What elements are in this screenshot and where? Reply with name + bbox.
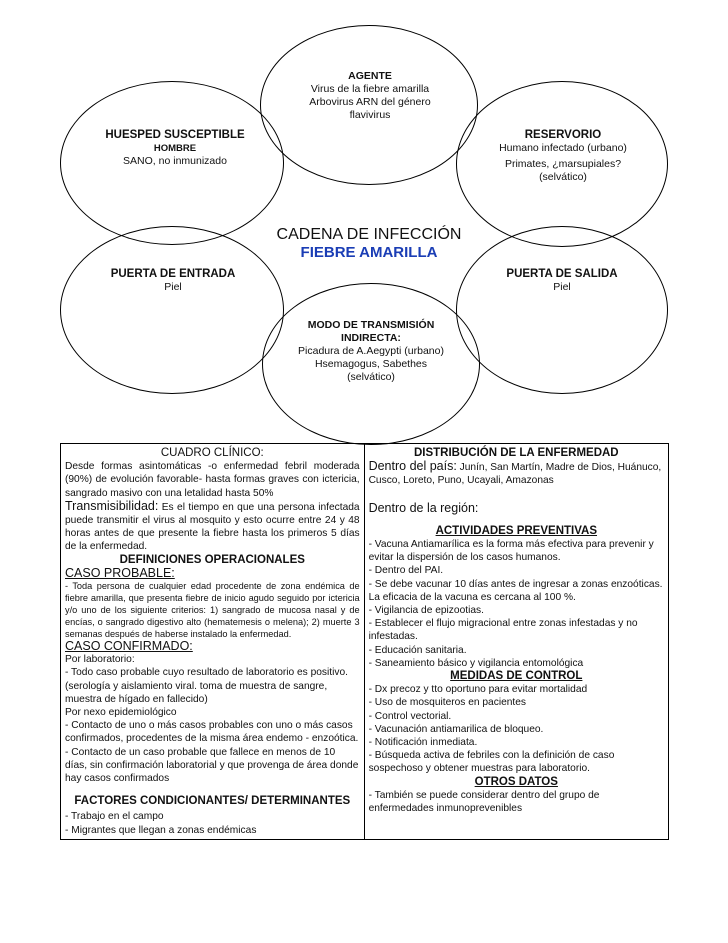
info-table <box>60 443 669 840</box>
reservorio-text <box>480 129 646 184</box>
act-item: - Educación sanitaria. <box>368 644 467 656</box>
huesped-title: HUESPED SUSCEPTIBLE <box>105 129 245 141</box>
confirmado-line: - Contacto de uno o más casos probables con uno o más casos confirmados, procedentes de la misma área endemo - enzoótica. <box>65 720 359 745</box>
act-item: - Vacuna Antiamarílica es la forma más efectiva para prevenir y evitar la dispersión de los casos humanos. <box>368 539 654 564</box>
confirmado-line: Por nexo epidemiológico <box>65 707 177 719</box>
agente-text <box>290 70 450 122</box>
center-title: CADENA DE INFECCIÓN <box>276 226 462 243</box>
cuadro-title: CUADRO CLÍNICO: <box>160 447 264 459</box>
reservorio-title: RESERVORIO <box>524 129 602 141</box>
agente-line: Virus de la fiebre amarilla <box>310 83 430 95</box>
left-column <box>61 444 365 840</box>
pais-text: Junín, San Martín, Madre de Dios, Huánuco, Cusco, Loreto, Puno, Ucayali, Amazonas <box>368 462 662 487</box>
entrada-title: PUERTA DE ENTRADA <box>110 268 236 280</box>
salida-title: PUERTA DE SALIDA <box>506 268 618 280</box>
act-item: - Establecer el flujo migracional entre zonas infestadas y no infestadas. <box>368 618 638 643</box>
probable-text: - Toda persona de cualquier edad procedente de zona endémica de fiebre amarilla, que presenta fiebre de inicio agudo seguido por ictericia y/o uno de los siguiente criterios: 1) sangrado de mucosa nasal y de encías, o sangrado digestivo alto (hematemesis o melena); 2) muerte 3 semanas después de haberse instalado la enfermedad. <box>65 581 360 640</box>
modo-line: Hsemagogus, Sabethes <box>314 358 428 370</box>
pais-label: Dentro del país: <box>368 459 457 474</box>
huesped-sub: HOMBRE <box>153 143 197 154</box>
modo-text <box>282 319 460 384</box>
med-item: - Control vectorial. <box>368 710 452 722</box>
reservorio-line: (selvático) <box>539 171 587 183</box>
trans-text: Es el tiempo en que una persona infectada puede transmitir el virus al mosquito y esto ocurre entre 24 y 48 horas antes de que presente la fiebre hasta los primeros 5 días de la enfermedad. <box>65 501 360 553</box>
factores-item: - Trabajo en el campo <box>65 811 164 823</box>
reservorio-line: Primates, ¿marsupiales? <box>504 158 622 170</box>
factores-item: - Migrantes que llegan a zonas endémicas <box>65 824 257 836</box>
act-item: - Vigilancia de epizootias. <box>368 605 484 617</box>
cuadro-text: Desde formas asintomáticas -o enfermedad febril moderada (90%) de evolución favorable- hasta formas graves con ictericia, sangrado masivo con una letalidad hasta 50% <box>65 461 360 499</box>
confirmado-line: - Todo caso probable cuyo resultado de laboratorio es positivo. (serología y aislamiento viral. toma de muestra de sangre, muestra de hígado en fallecido) <box>65 667 348 705</box>
center-title-block <box>268 226 470 261</box>
med-item: - Búsqueda activa de febriles con la definición de caso sospechoso y obtener muestras para laboratorio. <box>368 750 615 775</box>
salida-circle <box>456 226 668 394</box>
trans-label: Transmisibilidad: <box>65 498 159 513</box>
salida-text <box>476 268 648 294</box>
entrada-line: Piel <box>164 281 182 293</box>
entrada-text <box>78 268 268 294</box>
probable-label: CASO PROBABLE: <box>65 565 175 580</box>
huesped-line: SANO, no inmunizado <box>123 155 227 167</box>
def-title: DEFINICIONES OPERACIONALES <box>119 553 305 566</box>
act-title: ACTIVIDADES PREVENTIVAS <box>435 524 598 537</box>
modo-line: (selvático) <box>347 371 395 383</box>
agente-title: AGENTE <box>348 70 392 82</box>
confirmado-label: CASO CONFIRMADO: <box>65 639 193 654</box>
entrada-circle <box>60 226 284 394</box>
act-item: - Se debe vacunar 10 días antes de ingresar a zonas enzoóticas. La eficacia de la vacuna es cercana al 100 %. <box>368 578 663 603</box>
act-item: - Saneamiento básico y vigilancia entomológica <box>368 657 584 669</box>
right-column <box>364 444 668 840</box>
salida-line: Piel <box>553 281 571 293</box>
med-item: - Notificación inmediata. <box>368 737 478 749</box>
dist-title: DISTRIBUCIÓN DE LA ENFERMEDAD <box>413 447 619 459</box>
med-item: - Vacunación antiamarilica de bloqueo. <box>368 723 544 735</box>
act-item: - Dentro del PAI. <box>368 565 444 577</box>
modo-title: MODO DE TRANSMISIÓN <box>307 319 435 331</box>
trans-paragraph <box>65 500 360 554</box>
modo-sub: INDIRECTA: <box>341 332 401 344</box>
confirmado-line: - Contacto de un caso probable que fallece en menos de 10 días, sin confirmación laboratorial y que provenga de área donde hay casos confirmados <box>65 746 359 785</box>
huesped-text <box>70 129 280 168</box>
confirmado-line: Por laboratorio: <box>65 654 135 666</box>
med-item: - Dx precoz y tto oportuno para evitar mortalidad <box>368 684 588 696</box>
otros-text: - También se puede considerar dentro del grupo de enfermedades inmunoprevenibles <box>368 789 600 815</box>
med-title: MEDIDAS DE CONTROL <box>450 670 583 683</box>
factores-title: FACTORES CONDICIONANTES/ DETERMINANTES <box>74 795 351 808</box>
center-subtitle: FIEBRE AMARILLA <box>300 244 438 261</box>
agente-line: Arbovirus ARN del género <box>309 96 431 108</box>
reservorio-line: Humano infectado (urbano) <box>499 142 627 154</box>
agente-line: flavivirus <box>349 109 391 121</box>
med-item: - Uso de mosquiteros en pacientes <box>368 697 527 709</box>
modo-line: Picadura de A.Aegypti (urbano) <box>298 345 444 357</box>
region-label: Dentro de la región: <box>368 500 479 515</box>
pais-paragraph <box>369 460 664 487</box>
otros-title: OTROS DATOS <box>474 775 558 788</box>
